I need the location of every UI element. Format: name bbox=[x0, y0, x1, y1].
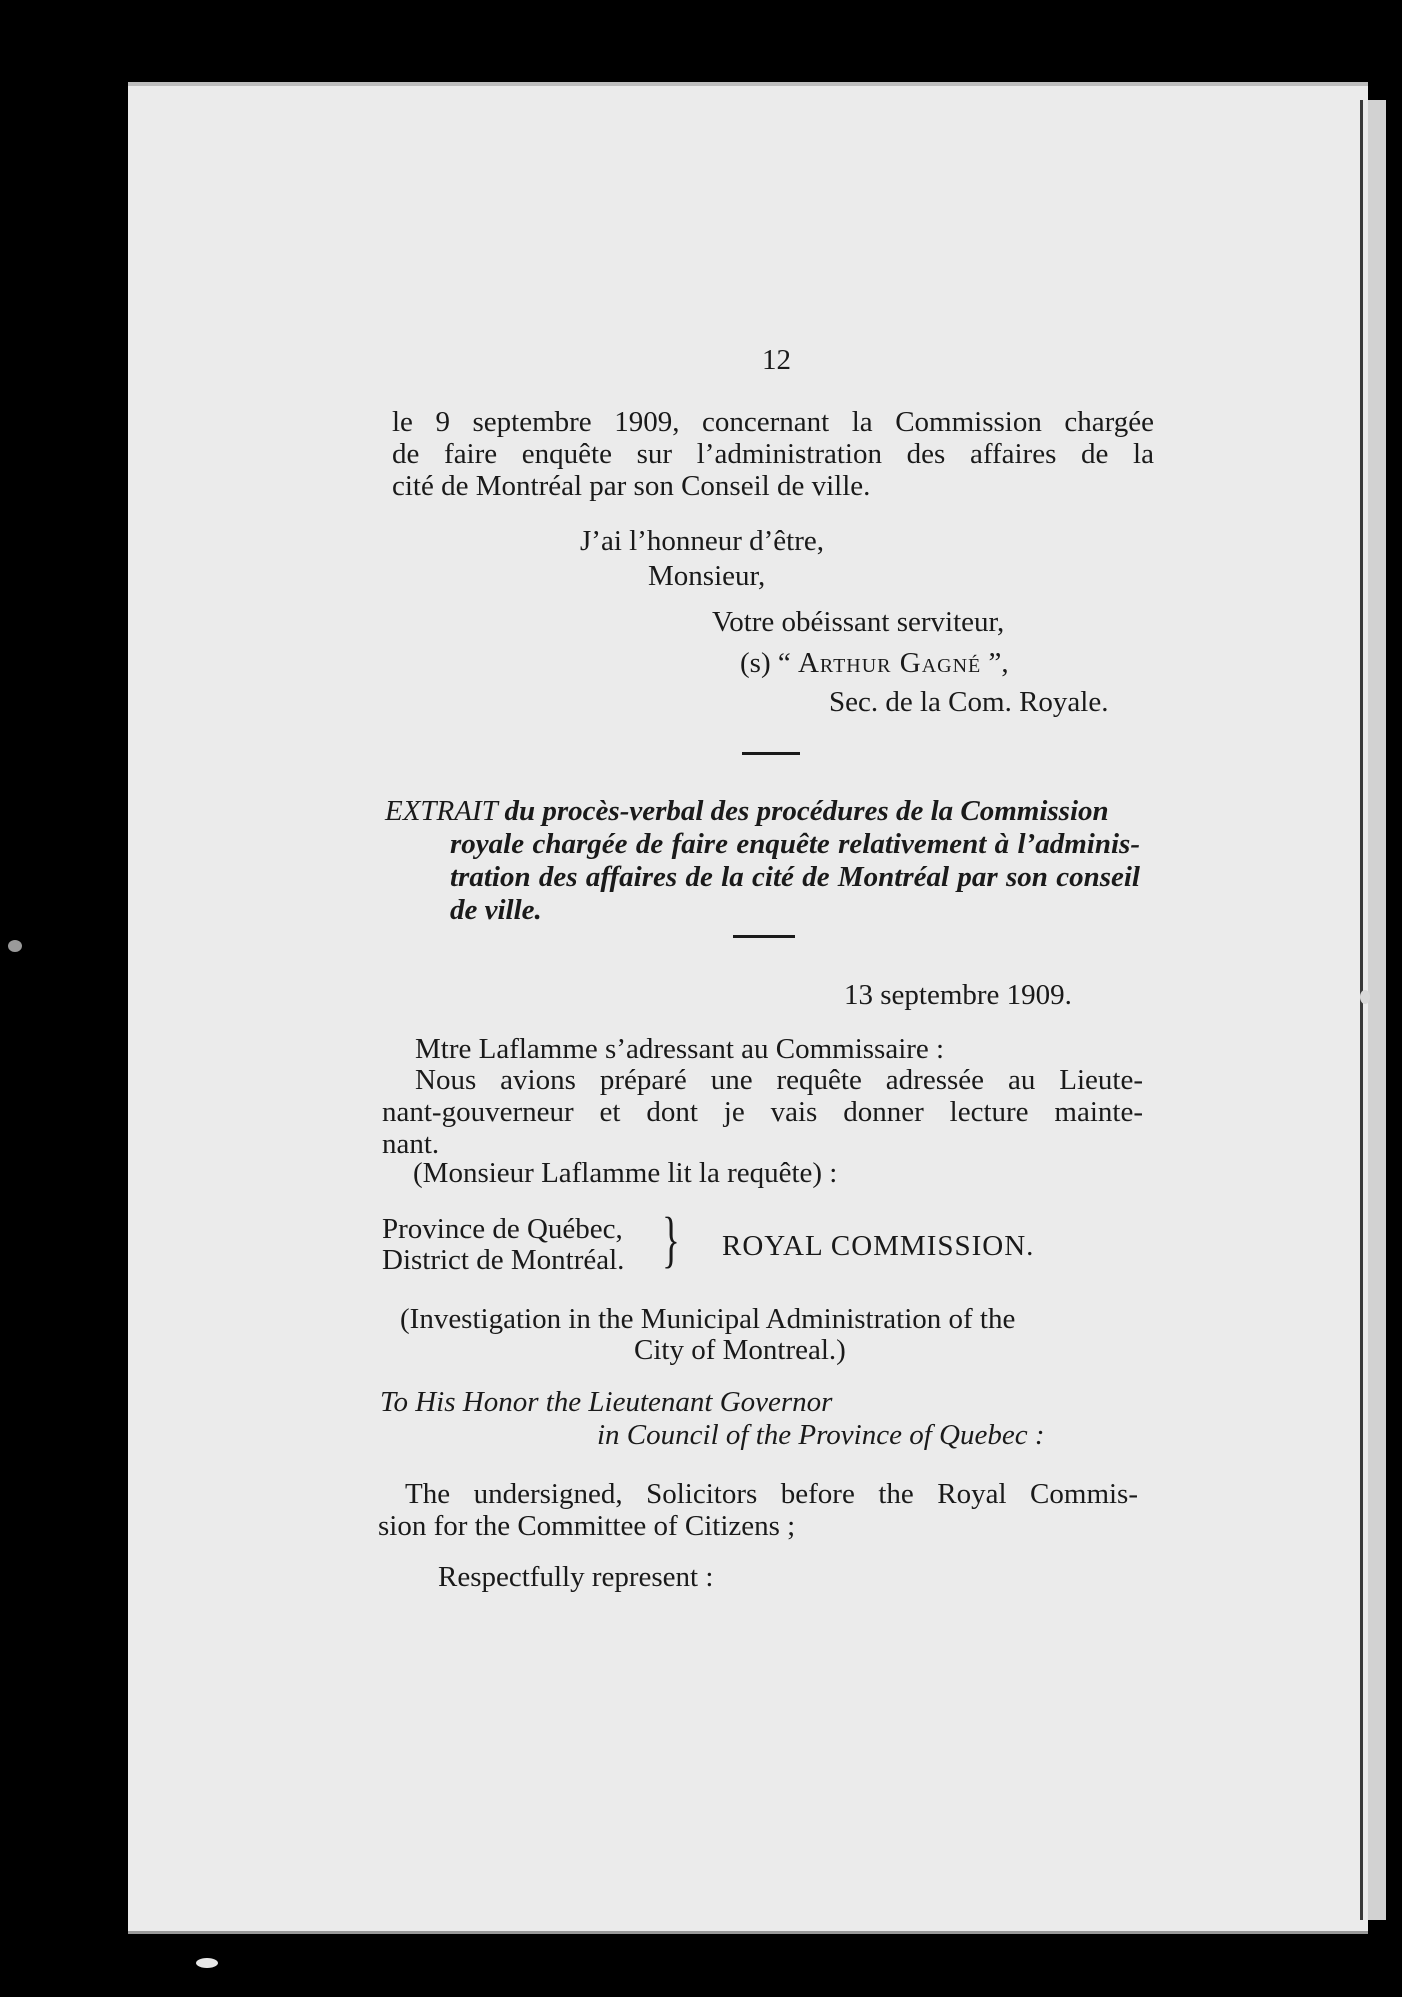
scan-speck bbox=[196, 1958, 218, 1968]
document-page bbox=[128, 82, 1368, 1934]
facing-page-edge bbox=[1368, 100, 1386, 1920]
signed-suffix: ”, bbox=[988, 647, 1009, 679]
extrait-line: de ville. bbox=[450, 894, 542, 926]
signature-line bbox=[740, 647, 1009, 679]
closing-line: Votre obéissant serviteur, bbox=[712, 606, 1005, 638]
body-line: The undersigned, Solicitors before the Royal Commis- bbox=[405, 1478, 1138, 1510]
extrait-heading bbox=[385, 795, 1109, 827]
paragraph-line: le 9 septembre 1909, concernant la Commission chargée bbox=[392, 406, 1154, 438]
speech-line: nant-gouverneur et dont je vais donner lecture mainte- bbox=[382, 1096, 1143, 1128]
date-line: 13 septembre 1909. bbox=[844, 979, 1072, 1011]
scan-speck bbox=[1360, 990, 1370, 1004]
investigation-line: (Investigation in the Municipal Administration of the bbox=[400, 1303, 1016, 1335]
closing-line: Monsieur, bbox=[648, 560, 766, 592]
speech-line: Nous avions préparé une requête adressée au Lieute- bbox=[415, 1064, 1143, 1096]
speech-line: nant. bbox=[382, 1128, 440, 1160]
paragraph-line: cité de Montréal par son Conseil de ville. bbox=[392, 470, 871, 502]
caption-province: Province de Québec, bbox=[382, 1213, 623, 1245]
address-line: in Council of the Province of Quebec : bbox=[597, 1419, 1045, 1451]
section-rule bbox=[742, 752, 800, 755]
caption-district: District de Montréal. bbox=[382, 1244, 625, 1276]
stage-direction: (Monsieur Laflamme lit la requête) : bbox=[413, 1157, 838, 1189]
extrait-line: tration des affaires de la cité de Montréal par son conseil bbox=[450, 861, 1140, 893]
investigation-line: City of Montreal.) bbox=[634, 1334, 846, 1366]
page-gutter bbox=[1360, 100, 1363, 1920]
paragraph-line: de faire enquête sur l’administration des affaires de la bbox=[392, 438, 1154, 470]
signed-prefix: (s) “ bbox=[740, 647, 791, 679]
caption-brace: } bbox=[661, 1206, 680, 1274]
body-line: Respectfully represent : bbox=[438, 1561, 714, 1593]
extrait-line: royale chargée de faire enquête relativement à l’adminis- bbox=[450, 828, 1140, 860]
body-line: sion for the Committee of Citizens ; bbox=[378, 1510, 796, 1542]
extrait-label: EXTRAIT bbox=[385, 795, 498, 827]
extrait-line: du procès-verbal des procédures de la Commission bbox=[504, 795, 1109, 827]
speaker-intro: Mtre Laflamme s’adressant au Commissaire : bbox=[415, 1033, 945, 1065]
page-number: 12 bbox=[762, 344, 791, 376]
scan-speck bbox=[8, 940, 22, 952]
signature-name: Arthur Gagné bbox=[797, 647, 982, 679]
signatory-title: Sec. de la Com. Royale. bbox=[829, 686, 1109, 718]
address-line: To His Honor the Lieutenant Governor bbox=[380, 1386, 833, 1418]
caption-title: ROYAL COMMISSION. bbox=[722, 1230, 1035, 1262]
section-rule bbox=[733, 935, 795, 938]
closing-line: J’ai l’honneur d’être, bbox=[580, 525, 824, 557]
